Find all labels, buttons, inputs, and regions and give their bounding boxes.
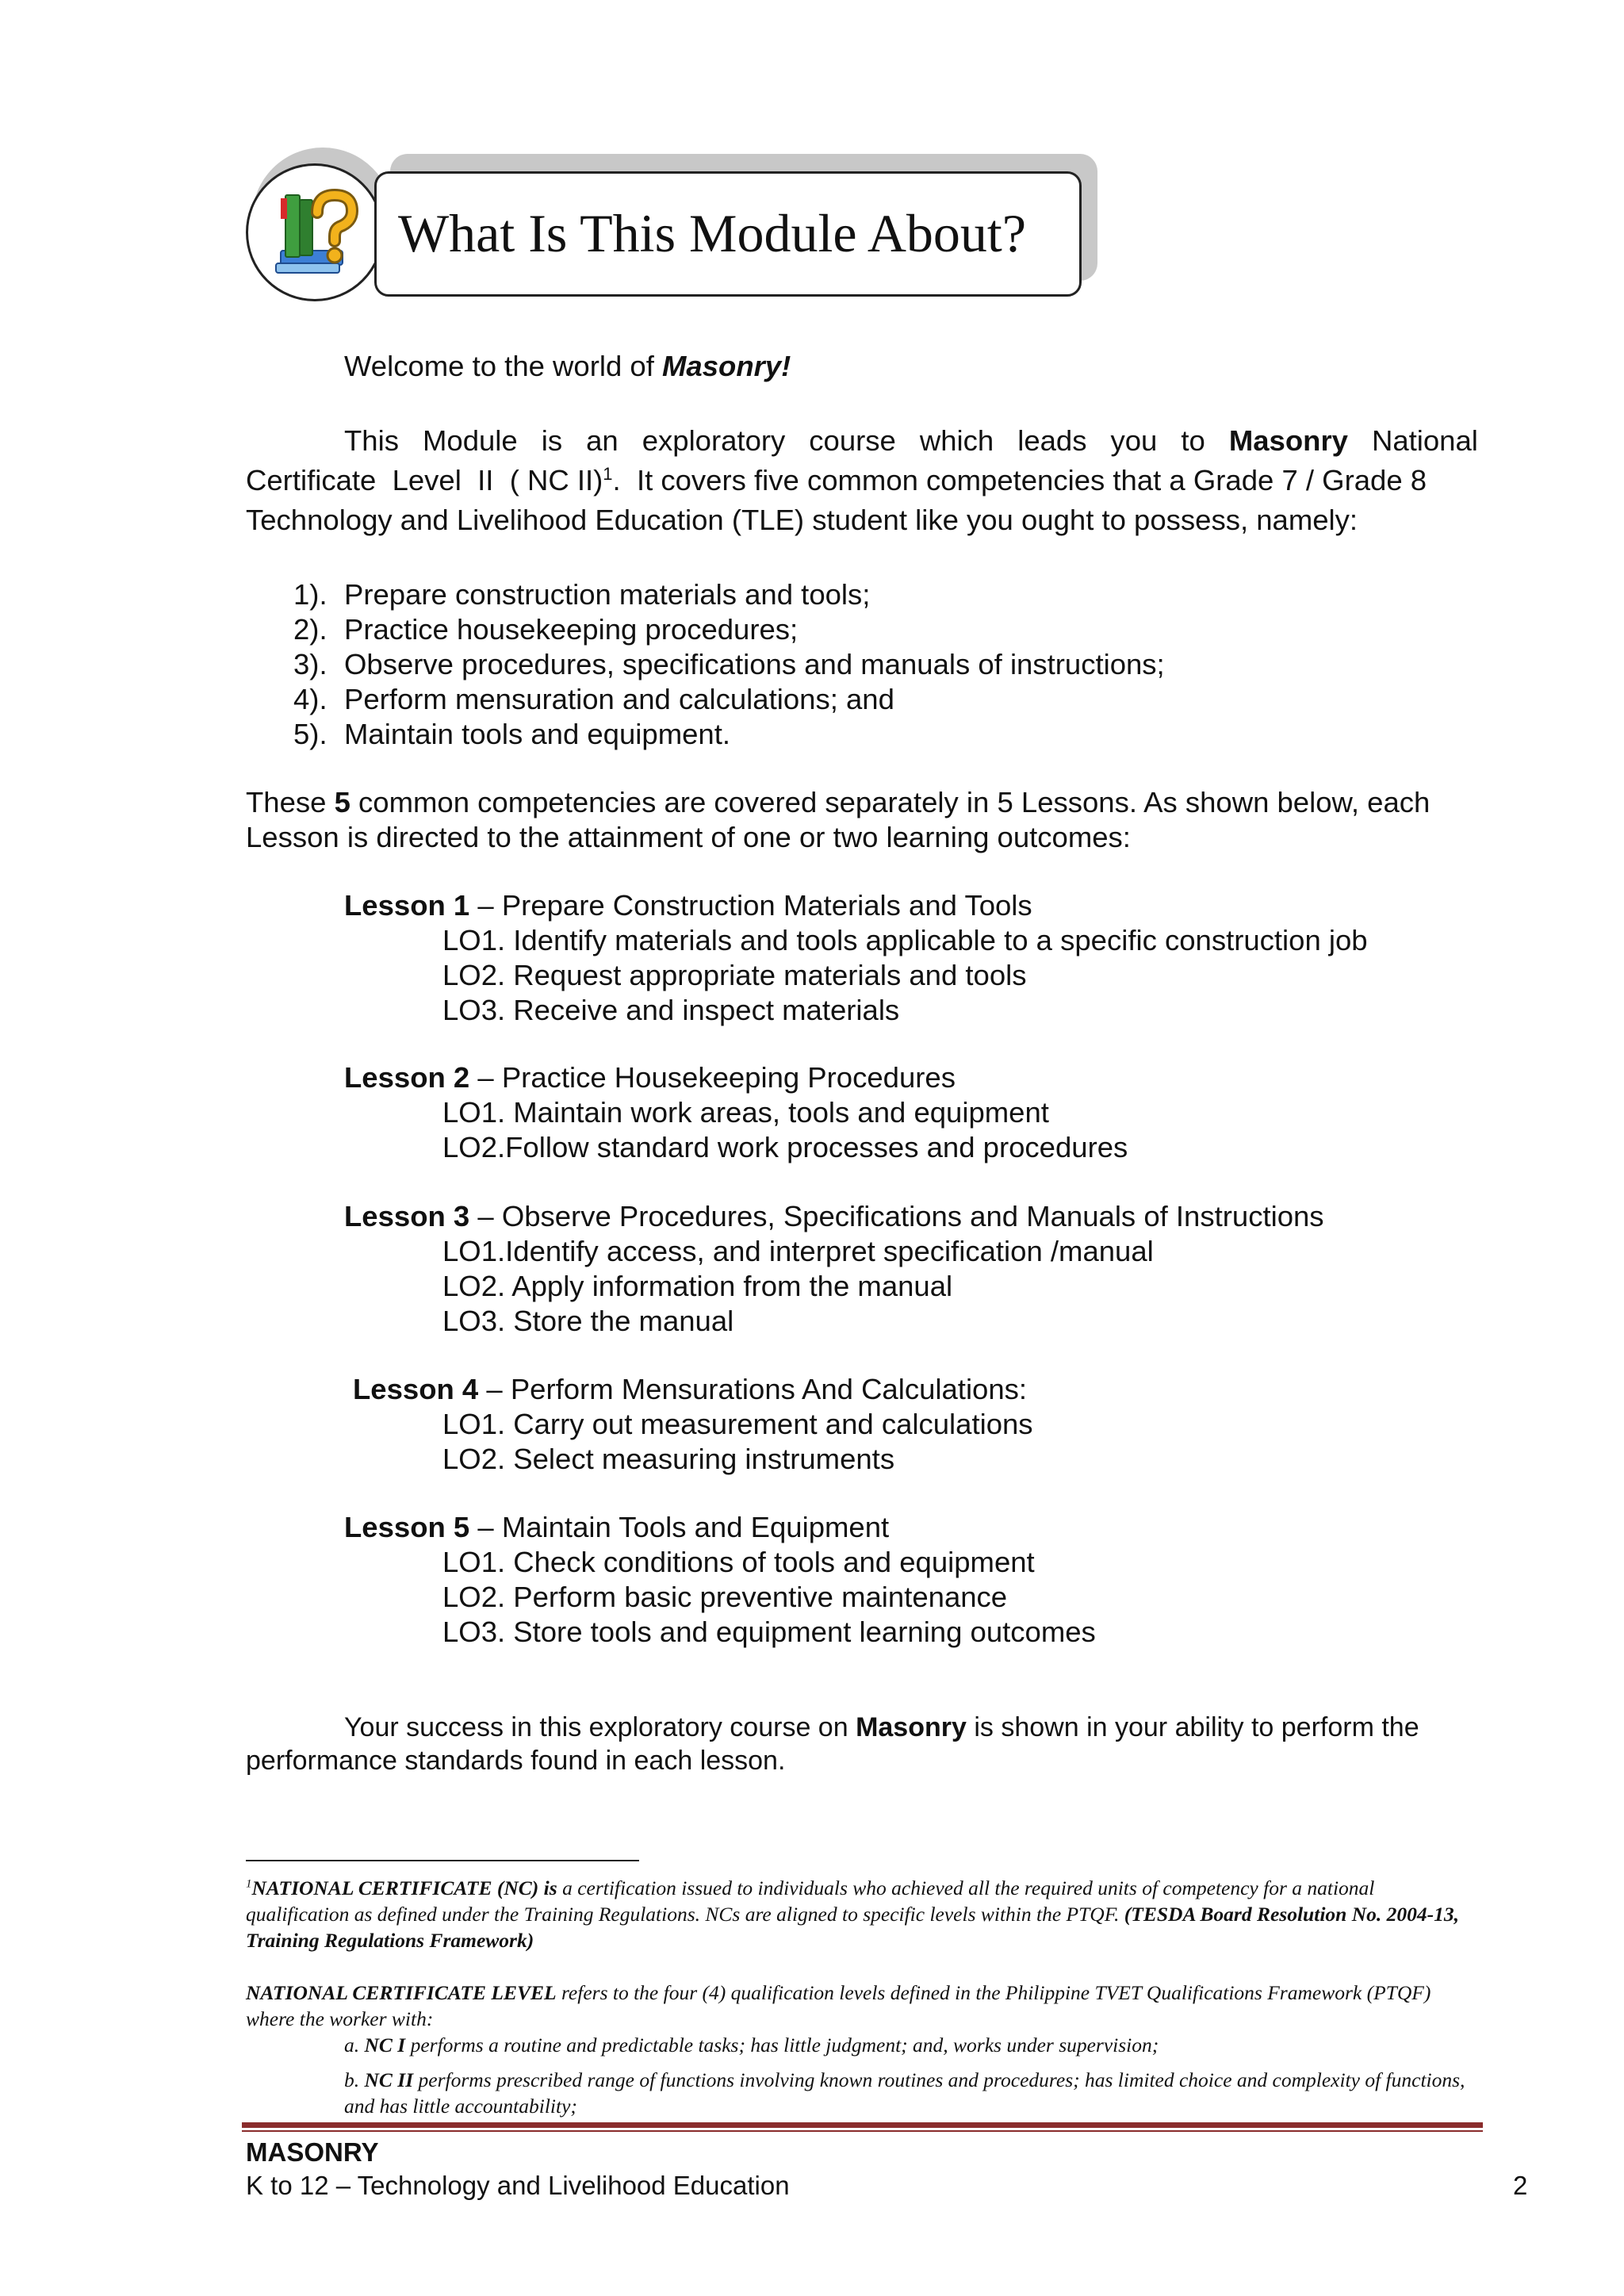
lesson-heading: Lesson 1 – Prepare Construction Materials and Tools [344,889,1032,922]
list-item: Perform mensuration and calculations; and [344,683,894,715]
footnote-2: NATIONAL CERTIFICATE LEVEL refers to the four (4) qualification levels defined in the Philippine TVET Qualifications Framework (PTQF) where the worker with: [246,1981,1431,2030]
learning-outcome: LO2. Select measuring instruments [442,1443,895,1475]
summary-line-2: Lesson is directed to the attainment of one or two learning outcomes: [246,821,1131,853]
footer-divider [242,2122,1483,2128]
learning-outcome: LO2.Follow standard work processes and procedures [442,1131,1128,1163]
lesson-heading: Lesson 2 – Practice Housekeeping Procedures [344,1061,956,1094]
lesson-heading: Lesson 3 – Observe Procedures, Specifications and Manuals of Instructions [344,1200,1324,1232]
list-item-number: 5). [293,718,327,750]
learning-outcome: LO3. Store the manual [442,1305,734,1337]
footnote-divider [246,1860,639,1861]
book-question-icon [265,181,368,284]
closing-line-2: performance standards found in each lesson. [246,1746,786,1776]
list-item: Prepare construction materials and tools; [344,578,871,611]
list-item: Practice housekeeping procedures; [344,613,799,646]
learning-outcome: LO2. Apply information from the manual [442,1270,953,1302]
closing-line-1: Your success in this exploratory course on Masonry is shown in your ability to perform the [344,1712,1419,1742]
list-item: Maintain tools and equipment. [344,718,730,750]
footer-title: MASONRY [246,2137,379,2167]
learning-outcome: LO2. Request appropriate materials and tools [442,959,1027,991]
page-title: What Is This Module About? [398,203,1026,263]
intro-line-2: Certificate Level II ( NC II)$^1$. It covers five common competencies that a Grade 7 / Grade 8 [246,463,1427,496]
learning-outcome: LO1. Check conditions of tools and equipment [442,1546,1035,1578]
lesson-heading: Lesson 5 – Maintain Tools and Equipment [344,1511,890,1543]
list-item-number: 3). [293,648,327,680]
page-number: 2 [1513,2171,1528,2200]
learning-outcome: LO3. Store tools and equipment learning outcomes [442,1616,1096,1648]
intro-line-3: Technology and Livelihood Education (TLE) student like you ought to possess, namely: [246,504,1358,536]
learning-outcome: LO1. Identify materials and tools applicable to a specific construction job [442,924,1368,956]
summary-line-1: These 5 common competencies are covered separately in 5 Lessons. As shown below, each [246,786,1431,818]
list-item: Observe procedures, specifications and manuals of instructions; [344,648,1165,680]
lesson-heading: Lesson 4 – Perform Mensurations And Calculations: [353,1373,1028,1405]
footnote-1: $^1$NATIONAL CERTIFICATE (NC) is a certification issued to individuals who achieved all the required units of competency for a national qualification as defined under the Training Regulations. NCs are aligned to specific levels within the PTQF. (TESDA Board Resolution No. 2004-13, Training Regulations Framework) [246,1876,1459,1952]
footer-divider-thin [242,2130,1483,2132]
learning-outcome: LO1.Identify access, and interpret specification /manual [442,1235,1154,1267]
list-item-number: 4). [293,683,327,715]
learning-outcome: LO3. Receive and inspect materials [442,994,900,1026]
learning-outcome: LO2. Perform basic preventive maintenance [442,1581,1008,1613]
footer-subtitle: K to 12 – Technology and Livelihood Education [246,2171,790,2200]
list-item-number: 1). [293,578,327,611]
welcome-line: Welcome to the world of Masonry! [344,350,791,382]
learning-outcome: LO1. Maintain work areas, tools and equipment [442,1096,1049,1129]
footnote-2a: a. NC I performs a routine and predictable tasks; has little judgment; and, works under supervision; [344,2033,1159,2056]
intro-line-1: This Module is an exploratory course which leads you to Masonry National [344,424,1478,457]
footnote-ref: 1 [603,463,613,484]
learning-outcome: LO1. Carry out measurement and calculations [442,1408,1033,1440]
list-item-number: 2). [293,613,327,646]
footnote-2b: b. NC II performs prescribed range of functions involving known routines and procedures; has limited choice and complexity of functions, and has little accountability; [344,2068,1465,2118]
